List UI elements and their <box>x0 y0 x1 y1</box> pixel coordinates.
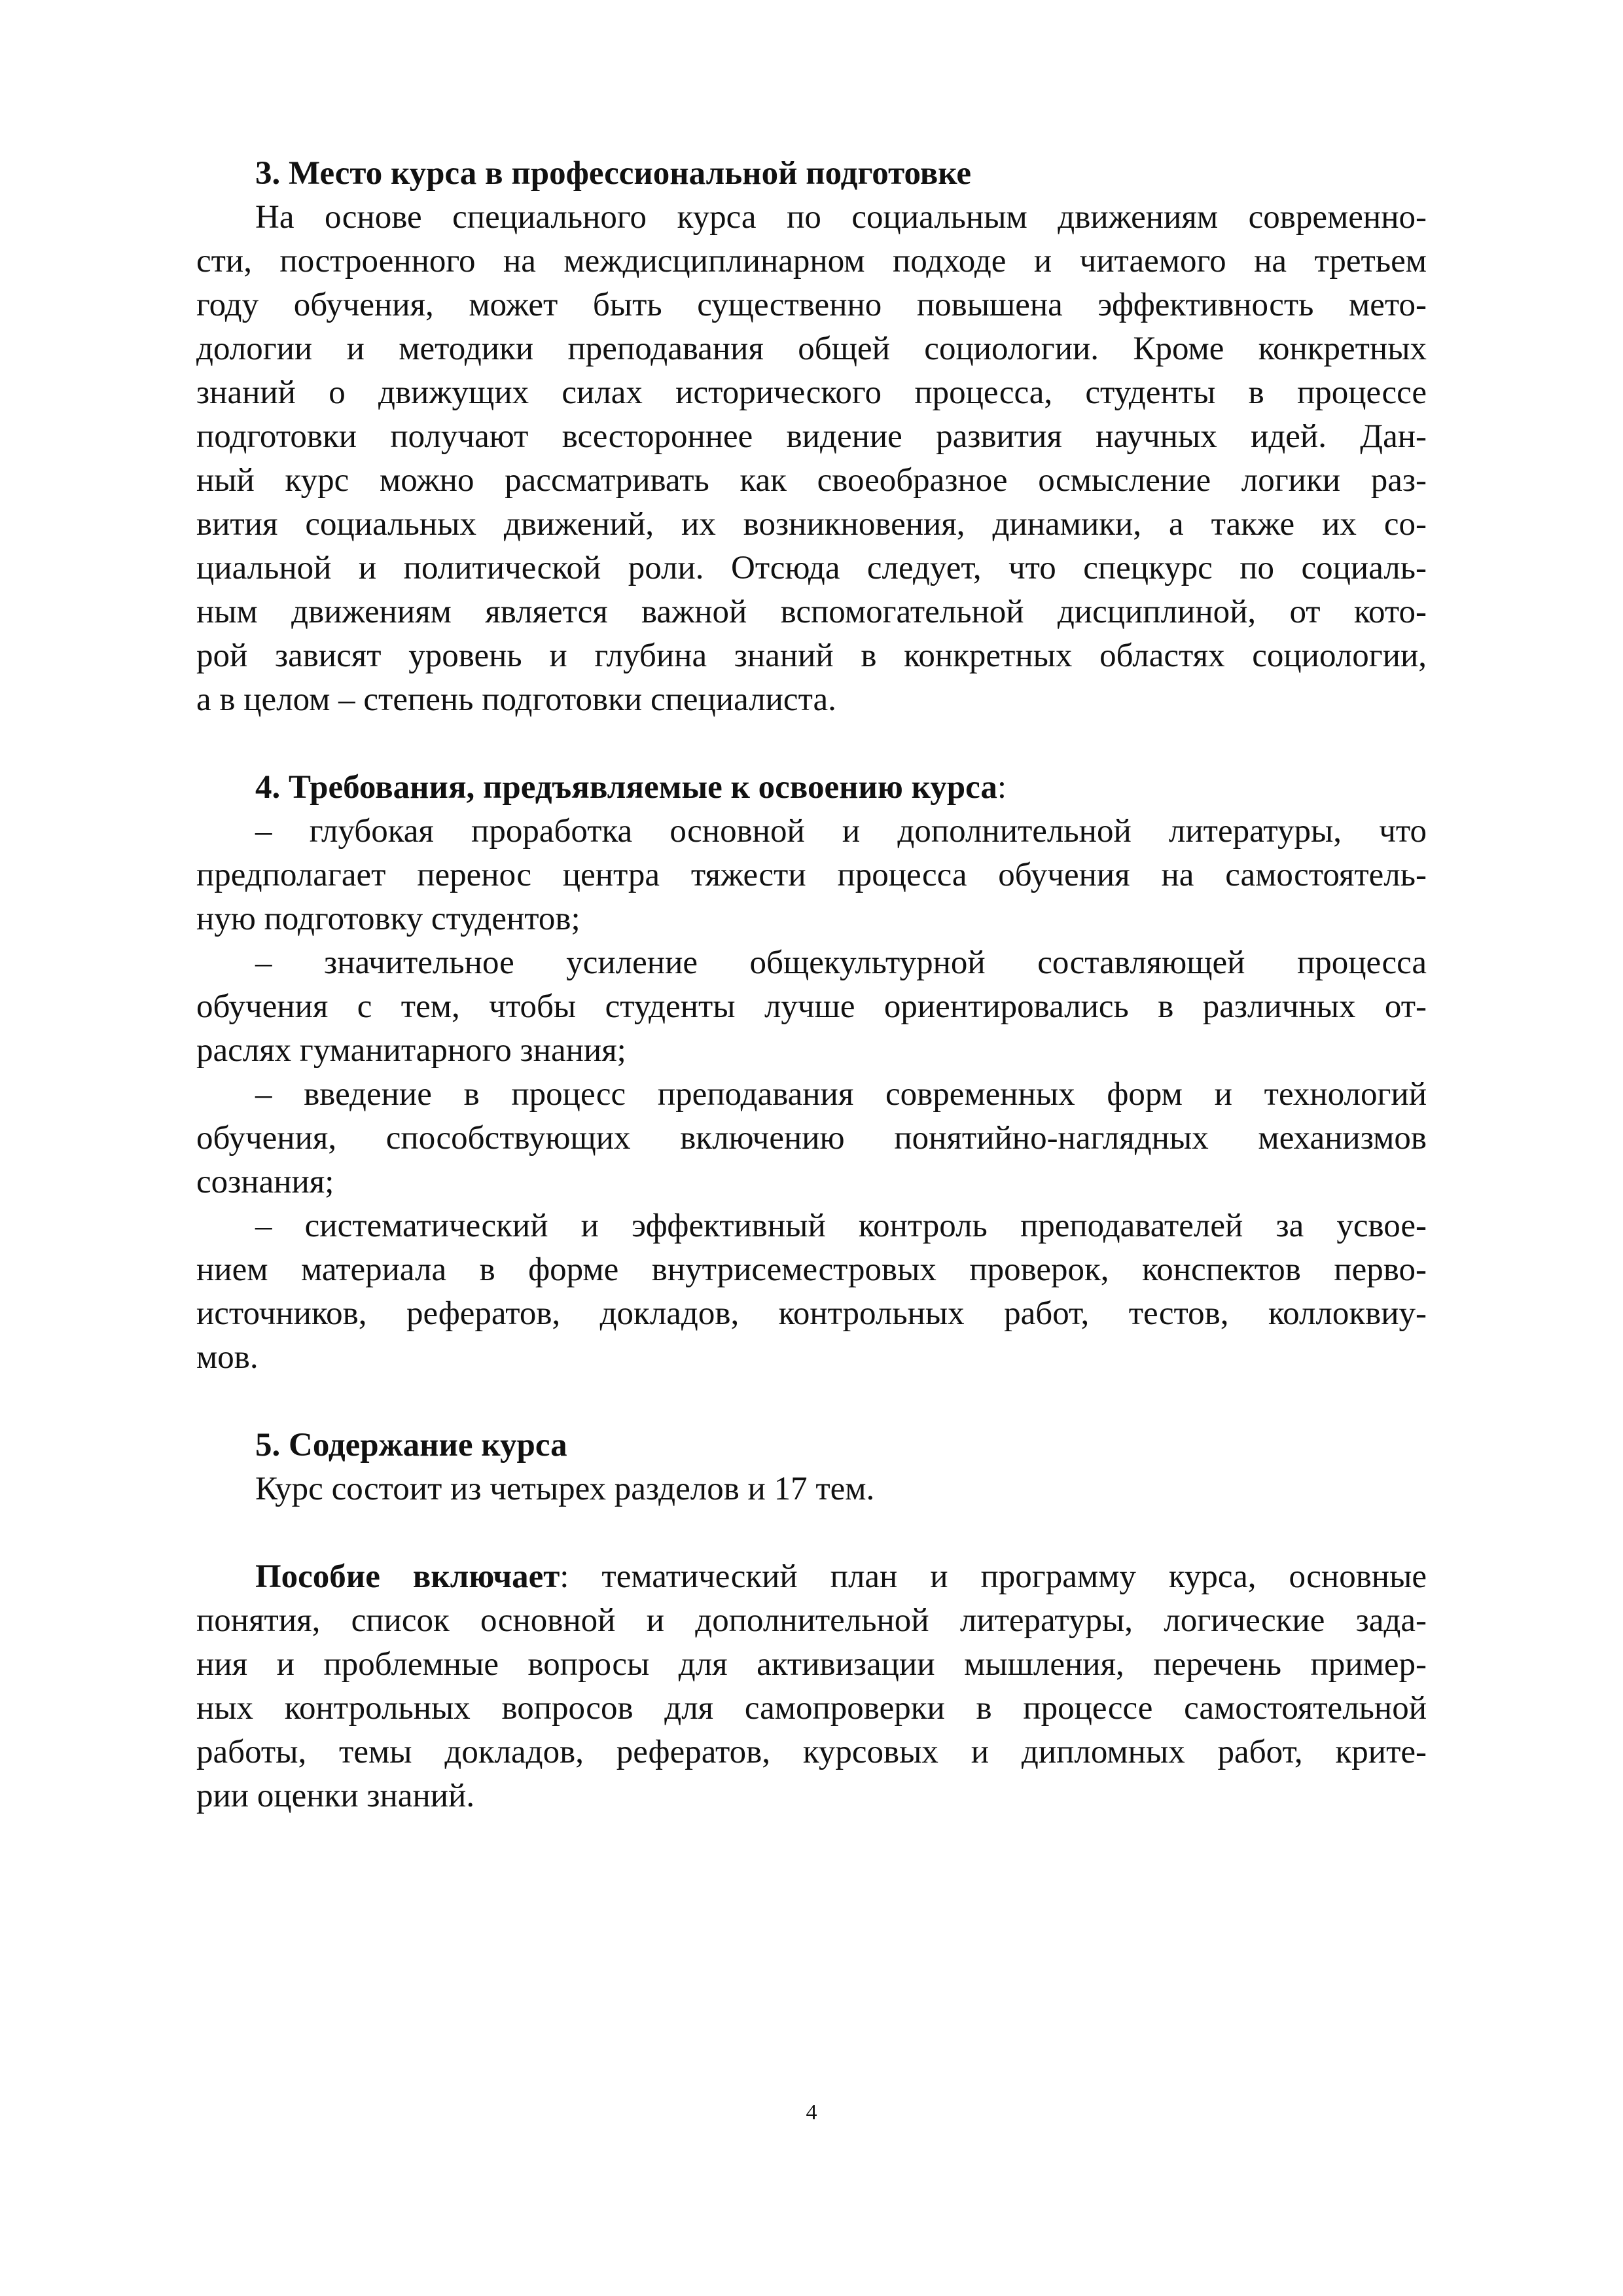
page-content <box>196 152 1427 1818</box>
section-3-heading: 3. Место курса в профессиональной подготовке <box>255 155 972 192</box>
includes-line: понятия, список основной и дополнительной литературы, логические зада- <box>196 1602 1427 1639</box>
section-3-line: вития социальных движений, их возникновения, динамики, а также их со- <box>196 506 1427 543</box>
includes-line: ния и проблемные вопросы для активизации мышления, перечень пример- <box>196 1646 1427 1683</box>
page-number: 4 <box>806 2100 817 2125</box>
section-3-line: циальной и политической роли. Отсюда следует, что спецкурс по социаль- <box>196 550 1427 586</box>
includes-line: рии оценки знаний. <box>196 1778 475 1814</box>
section-3-line: рой зависят уровень и глубина знаний в конкретных областях социологии, <box>196 637 1427 674</box>
requirement-line: предполагает перенос центра тяжести процесса обучения на самостоятель- <box>196 857 1427 893</box>
section-5-line: Курс состоит из четырех разделов и 17 тем. <box>255 1471 875 1507</box>
requirement-line: – систематический и эффективный контроль преподавателей за усвое- <box>255 1208 1427 1244</box>
requirement-line: обучения, способствующих включению понятийно-наглядных механизмов <box>196 1120 1427 1157</box>
includes-first-line <box>196 1555 1427 1599</box>
includes-line: ных контрольных вопросов для самопроверки в процессе самостоятельной <box>196 1690 1427 1727</box>
section-4-heading-suffix: : <box>997 769 1007 806</box>
requirement-line: обучения с тем, чтобы студенты лучше ориентировались в различных от- <box>196 988 1427 1025</box>
requirement-line: – введение в процесс преподавания современных форм и технологий <box>255 1076 1427 1113</box>
section-4 <box>196 766 1427 1380</box>
section-4-heading-line <box>196 766 1427 810</box>
section-3-line: подготовки получают всестороннее видение развития научных идей. Дан- <box>196 418 1427 455</box>
section-3-line: году обучения, может быть существенно повышена эффективность мето- <box>196 287 1427 323</box>
section-3-line: а в целом – степень подготовки специалиста. <box>196 681 836 718</box>
section-3 <box>196 152 1427 722</box>
requirement-line: мов. <box>196 1339 259 1376</box>
section-3-line: ным движениям является важной вспомогательной дисциплиной, от кото- <box>196 594 1427 630</box>
requirement-line: источников, рефератов, докладов, контрольных работ, тестов, коллоквиу- <box>196 1295 1427 1332</box>
includes-line: работы, темы докладов, рефератов, курсовых и дипломных работ, крите- <box>196 1734 1427 1770</box>
requirement-line: – глубокая проработка основной и дополнительной литературы, что <box>255 813 1427 850</box>
paragraph-gap <box>196 722 1427 766</box>
section-3-line: ный курс можно рассматривать как своеобразное осмысление логики раз- <box>196 462 1427 499</box>
section-5 <box>196 1424 1427 1511</box>
paragraph-gap <box>196 1380 1427 1424</box>
section-5-heading: 5. Содержание курса <box>255 1427 567 1463</box>
includes-label: Пособие включает <box>255 1558 560 1595</box>
includes-paragraph <box>196 1555 1427 1818</box>
requirement-line: нием материала в форме внутрисеместровых проверок, конспектов перво- <box>196 1251 1427 1288</box>
section-4-heading: 4. Требования, предъявляемые к освоению курса <box>255 769 997 806</box>
section-3-line: сти, построенного на междисциплинарном подходе и читаемого на третьем <box>196 243 1427 279</box>
requirement-line: ную подготовку студентов; <box>196 901 580 937</box>
section-3-line: знаний о движущих силах исторического процесса, студенты в процессе <box>196 374 1427 411</box>
section-3-line: дологии и методики преподавания общей социологии. Кроме конкретных <box>196 331 1427 367</box>
requirement-line: раслях гуманитарного знания; <box>196 1032 626 1069</box>
includes-first-line-rest: : тематический план и программу курса, основные <box>560 1558 1427 1595</box>
requirement-line: сознания; <box>196 1164 334 1200</box>
requirement-line: – значительное усиление общекультурной составляющей процесса <box>255 944 1427 981</box>
section-3-line: На основе специального курса по социальным движениям современно- <box>255 199 1427 236</box>
paragraph-gap <box>196 1511 1427 1555</box>
